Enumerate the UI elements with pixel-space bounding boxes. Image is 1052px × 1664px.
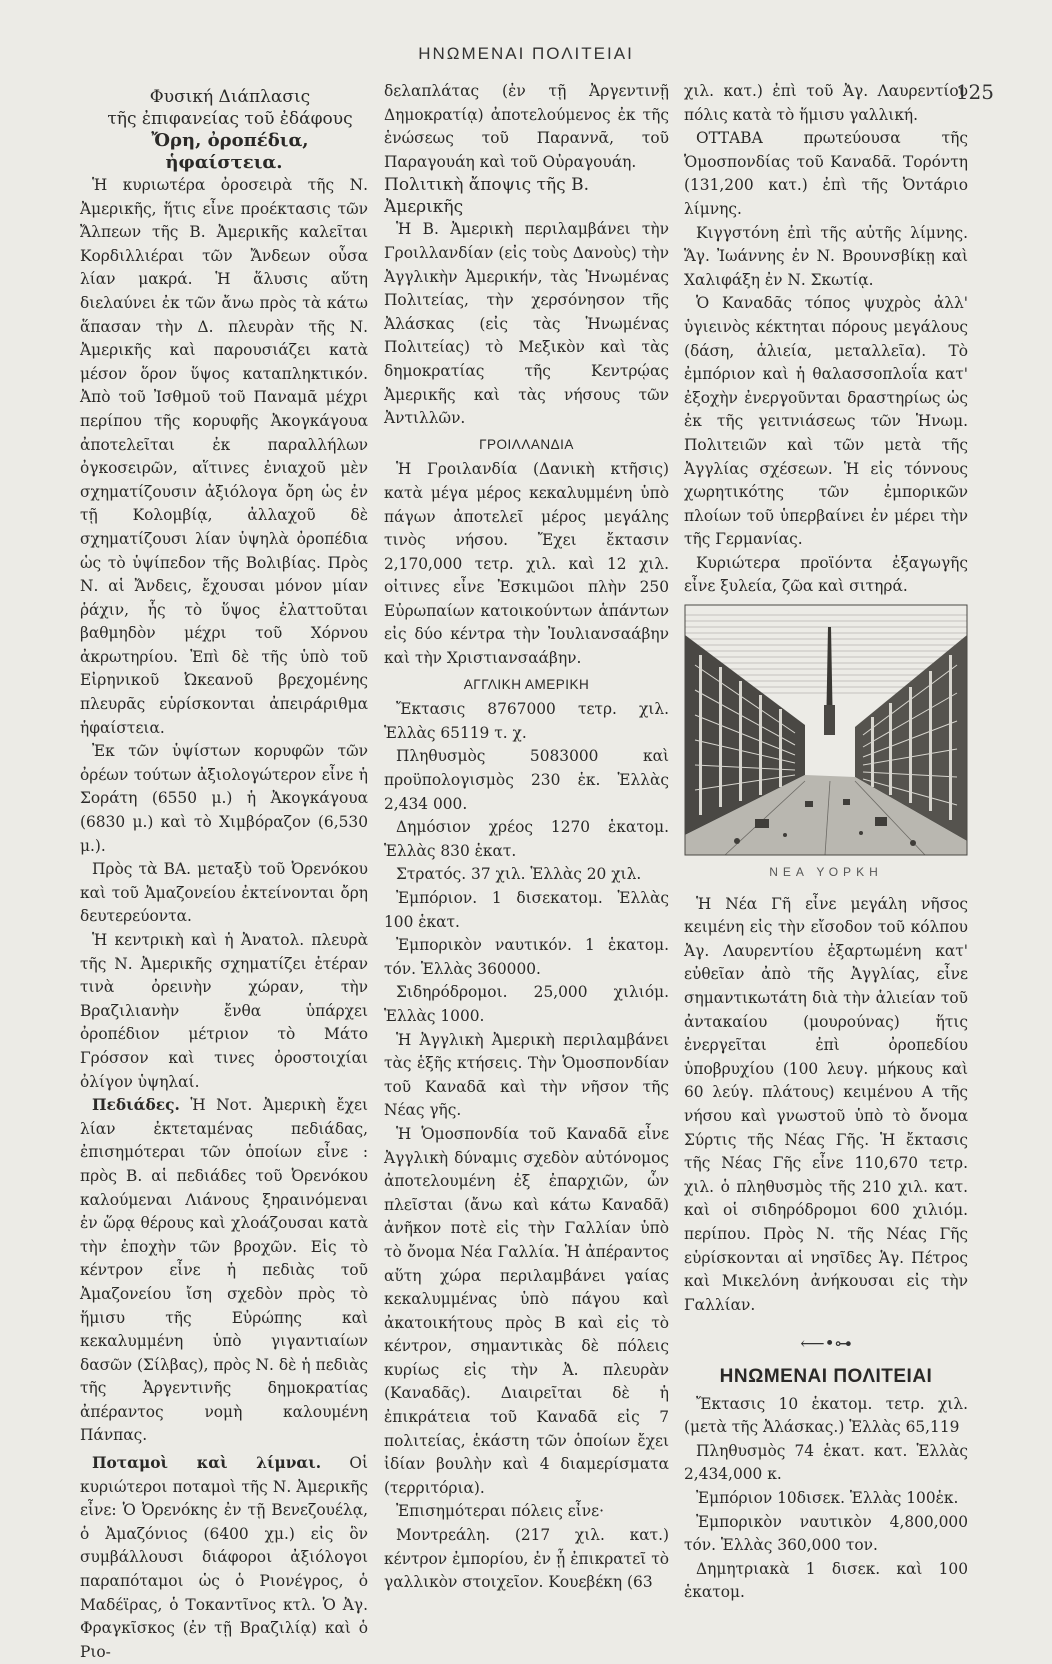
new-york-engraving	[685, 605, 967, 855]
page-number: 125	[955, 80, 994, 104]
possessions-paragraph: Ἡ Ἀγγλικὴ Ἀμερικὴ περιλαμβάνει τὰς ἑξῆς κτήσεις. Τὴν Ὁμοσπονδίαν τοῦ Καναδᾶ καὶ τὴν νῆσον τῆς Νέας γῆς.	[384, 1030, 669, 1120]
column-2	[384, 80, 669, 1592]
east-paragraph: Ἡ κεντρικὴ καὶ ἡ Ἀνατολ. πλευρὰ τῆς Ν. Ἀμερικῆς σχηματίζει ἑτέραν τινὰ ὀρεινὴν χώραν, τὴν Βραζιλιανὴν ἔνθα ὑπάρχει ὀροπέδιον μέτριον τὸ Μάτο Γρόσσον καὶ τινες ὀροστοιχίαι ὀλίγον ὑψηλαί.	[80, 931, 368, 1091]
us-trade: Ἐμπόριον 10δισεκ. Ἑλλὰς 100ἑκ.	[696, 1488, 959, 1507]
ornament-divider: ⟵•⊶	[800, 1334, 852, 1355]
plains-heading: Πεδιάδες.	[92, 1096, 180, 1115]
image-caption: ΝΕΑ ΥΟΡΚΗ	[769, 865, 883, 880]
stats-army: Στρατός. 37 χιλ. Ἑλλὰς 20 χιλ.	[396, 865, 642, 884]
us-fleet: Ἐμπορικὸν ναυτικὸν 4,800,000 τόν. Ἑλλὰς 360,000 τον.	[684, 1512, 968, 1555]
us-population: Πληθυσμὸς 74 ἑκατ. κατ. Ἑλλὰς 2,434,000 κ.	[684, 1441, 968, 1484]
column-3	[684, 80, 968, 1602]
section-title-line2: τῆς ἐπιφανείας τοῦ ἐδάφους	[107, 109, 353, 129]
greenland-paragraph: Ἡ Γροιλανδία (Δανικὴ κτῆσις) κατὰ μέγα μέρος κεκαλυμμένη ὑπὸ πάγων ἀποτελεῖ μέρος μεγάλης τινὸς νήσου. Ἔχει ἔκτασιν 2,170,000 τετρ. χιλ. καὶ 12 χιλ. οἰτινες εἶνε Ἐσκιμῶοι πλὴν 250 Εὐρωπαίων κατοικούντων ἁπάντων εἰς δύο κέντρα τὴν Ἰουλιανσαάβην καὶ τὴν Χριστιανσαάβην.	[384, 460, 669, 668]
stats-railways: Σιδηρόδρομοι. 25,000 χιλιόμ. Ἑλλὰς 1000.	[384, 983, 669, 1025]
rivers-paragraph	[80, 1452, 368, 1664]
plains-paragraph	[80, 1094, 368, 1448]
rivers-heading: Ποταμοὶ καὶ λίμναι.	[92, 1454, 322, 1473]
stats-population: Πληθυσμὸς 5083000 καὶ προϋπολογισμὸς 230 ἑκ. Ἑλλὰς 2,434 000.	[384, 747, 669, 813]
ottawa-paragraph: ΟΤΤΑΒΑ πρωτεύουσα τῆς Ὁμοσπονδίας τοῦ Καναδᾶ. Τορόντη (131,200 κατ.) ἐπὶ τῆς Ὀντάριο λίμνης.	[684, 129, 968, 218]
column-1	[80, 80, 368, 1661]
continued-paragraph: δελαπλάτας (ἐν τῇ Ἀργεντινῇ Δημοκρατίᾳ) ἀποτελούμενος ἐκ τῆς ἑνώσεως τοῦ Παραννᾶ, τοῦ Παραγουάη καὶ τοῦ Οὐραγουάη.	[384, 82, 669, 171]
united-states-heading: ΗΝΩΜΕΝΑΙ ΠΟΛΙΤΕΙΑΙ	[719, 1365, 933, 1387]
kingston-paragraph: Κιγγστόνη ἐπὶ τῆς αὐτῆς λίμνης. Ἅγ. Ἰωάννης ἐν Ν. Βρουνσβίκῃ καὶ Χαλιφάξη ἐν Ν. Σκωτίᾳ.	[684, 223, 968, 289]
continued-paragraph-3: χιλ. κατ.) ἐπὶ τοῦ Ἀγ. Λαυρεντίου πόλις κατὰ τὸ ἥμισυ γαλλική.	[684, 82, 968, 124]
political-heading: Πολιτικὴ ἄποψις τῆς Β. Ἀμερικῆς	[384, 175, 590, 218]
us-area: Ἔκτασις 10 ἑκατομ. τετρ. χιλ. (μετὰ τῆς Ἀλάσκας.) Ἑλλὰς 65,119	[684, 1394, 968, 1437]
mountains-heading: Ὄρη, ὀροπέδια, ἡφαίστεια.	[151, 130, 309, 173]
us-grain: Δημητριακὰ 1 δισεκ. καὶ 100 ἑκατομ.	[684, 1559, 968, 1602]
cities-intro: Ἐπισημότεραι πόλεις εἶνε·	[396, 1502, 605, 1521]
stats-area: Ἔκτασις 8767000 τετρ. χιλ. Ἑλλὰς 65119 τ. χ.	[384, 700, 669, 742]
newfoundland-paragraph: Ἡ Νέα Γῆ εἶνε μεγάλη νῆσος κειμένη εἰς τὴν εἴσοδον τοῦ κόλπου Ἀγ. Λαυρεντίου ἐξαρτωμένη κατ' εὐθεῖαν ἀπὸ τῆς Ἀγγλίας, εἶνε σημαντικωτάτη διὰ τὴν ἁλιείαν τοῦ ἀντακαίου (μουρούνας) ἥτις ἐνεργεῖται ἐπὶ ὀροπεδίου ὑποβρυχίου (100 λευγ. μήκους καὶ 60 λεύγ. πλάτους) κειμένου Α τῆς νήσου καὶ γνωστοῦ ὑπὸ τὸ ὄνομα Σύρτις τῆς Νέας Γῆς. Ἡ ἔκτασις τῆς Νέας Γῆς εἶνε 110,670 τετρ. χιλ. ὁ πληθυσμὸς τῆς 210 χιλ. κατ. καὶ οἱ σιδηρόδρομοι 600 χιλιόμ. περίπου. Πρὸς Ν. τῆς Νέας Γῆς εὑρίσκονται αἱ νησῖδες Ἁγ. Πέτρος καὶ Μικελόνη ἀνήκουσαι εἰς τὴν Γαλλίαν.	[684, 894, 968, 1314]
stats-fleet: Ἐμπορικὸν ναυτικόν. 1 ἑκατομ. τόν. Ἑλλὰς 360000.	[384, 936, 669, 978]
stats-trade: Ἐμπόριον. 1 δισεκατομ. Ἑλλὰς 100 ἑκατ.	[384, 889, 669, 931]
mountains-paragraph: Ἡ κυριωτέρα ὀροσειρὰ τῆς Ν. Ἀμερικῆς, ἥτις εἶνε προέκτασις τῶν Ἄλπεων τῆς Β. Ἀμερικῆς καλεῖται Κορδιλλιέραι τῶν Ἄνδεων οὖσα λίαν μακρά. Ἡ ἅλυσις αὕτη διελαύνει ἐκ τῶν ἄνω πρὸς τὰ κάτω ἅπασαν τὴν Δ. πλευρὰν τῆς Ν. Ἀμερικῆς καὶ παρουσιάζει κατὰ μέσον ὅρον ὕψος καταπληκτικόν. Ἀπὸ τοῦ Ἰσθμοῦ τοῦ Παναμᾶ μέχρι περίπου τῆς κορυφῆς Ἀκογκάγουα ἀποτελεῖται ἐκ παραλλήλων ὀγκοσειρῶν, αἵτινες ἐνιαχοῦ μὲν σχηματίζουσιν ἀξιόλογα ὄρη ὡς ἐν τῇ Κολομβίᾳ, ἀλλαχοῦ δὲ σχηματίζουσι λίαν ὑψηλὰ ὀροπέδια ὡς τὸ ὑψίπεδον τῆς Βολιβίας. Πρὸς Ν. αἱ Ἄνδεις, ἔχουσαι μόνον μίαν ῥάχιν, ἧς τὸ ὕψος ἐλαττοῦται βαθμηδὸν μέχρι τοῦ Χόρνου ἀκρωτηρίου. Ἐπὶ δὲ τῆς ὑπὸ τοῦ Εἰρηνικοῦ Ὠκεανοῦ βρεχομένης πλευρᾶς εὑρίσκονται ἀπειράριθμα ἡφαίστεια.	[80, 176, 368, 737]
plains-text: Ἡ Νοτ. Ἀμερικὴ ἔχει λίαν ἐκτεταμένας πεδιάδας, ἐπισημότεραι τῶν ὁποίων εἶνε : πρὸς Β. αἱ πεδιάδες τοῦ Ὀρενόκου καλούμεναι Λιάνους ξηραινόμεναι ἐν ὥρᾳ θέρους καὶ χλοάζουσαι κατὰ τὴν ἐποχὴν τῶν βροχῶν. Εἰς τὸ κέντρον εἶνε ἡ πεδιὰς τοῦ Ἀμαζονείου ἴση σχεδὸν πρὸς τὸ ἥμισυ τῆς Εὐρώπης καὶ κεκαλυμμένη ὑπὸ γιγαντιαίων δασῶν (Σίλβας), πρὸς Ν. δὲ ἡ πεδιὰς τῆς Ἀργεντινῆς δημοκρατίας ἀπέραντος νομὴ καλουμένη Πάνπας.	[80, 1096, 368, 1445]
stats-debt: Δημόσιον χρέος 1270 ἑκατομ. Ἑλλὰς 830 ἑκατ.	[384, 818, 669, 860]
section-title-line1: Φυσική Διάπλασις	[149, 87, 311, 107]
products-paragraph: Κυριώτερα προϊόντα ἐξαγωγῆς εἶνε ξυλεία, ζῶα καὶ σιτηρά.	[684, 553, 968, 596]
english-america-title: ΑΓΓΛΙΚΗ ΑΜΕΡΙΚΗ	[463, 676, 590, 692]
northeast-paragraph: Πρὸς τὰ ΒΑ. μεταξὺ τοῦ Ὀρενόκου καὶ τοῦ Ἀμαζονείου ἐκτείνονται ὄρη δευτερεύοντα.	[80, 860, 368, 926]
running-title: ΗΝΩΜΕΝΑΙ ΠΟΛΙΤΕΙΑΙ	[418, 44, 634, 63]
rivers-text: Οἱ κυριώτεροι ποταμοὶ τῆς Ν. Ἀμερικῆς εἶνε: Ὁ Ὀρενόκης ἐν τῇ Βενεζουέλᾳ, ὁ Ἀμαζόνιος (6400 χμ.) εἰς ὃν συμβάλλουσι διάφοροι ἀξιόλογοι παραπόταμοι ὡς ὁ Ριονέγρος, ὁ Μαδέϊρας, ὁ Τοκαντῖνος κτλ. Ὁ Ἀγ. Φραγκῖσκος (ἐν τῇ Βραζιλίᾳ) καὶ ὁ Ριο-	[80, 1454, 368, 1661]
greenland-title: ΓΡΟΙΛΛΑΝΔΙΑ	[479, 436, 574, 452]
canada-paragraph: Ἡ Ὁμοσπονδία τοῦ Καναδᾶ εἶνε Ἀγγλικὴ δύναμις σχεδὸν αὐτόνομος ἀποτελουμένη ἐξ ἐπαρχιῶν, ὧν πλεῖσται (ἄνω καὶ κάτω Καναδᾶ) ἀνῆκον ποτὲ εἰς τὴν Γαλλίαν ὑπὸ τὸ ὄνομα Νέα Γαλλία. Ἡ ἀπέραντος αὕτη χώρα περιλαμβάνει γαίας κεκαλυμμένας ὑπὸ πάγου καὶ ἀκατοικήτους πρὸς Β καὶ εἰς τὸ κέντρον, σημαντικὰς δὲ πόλεις κυρίως εἰς τὴν Ἀ. πλευρὰν (Καναδᾶς). Διαιρεῖται δὲ ἡ ἐπικράτεια τοῦ Καναδᾶ εἰς 7 πολιτείας, ἑκάστη τῶν ὁποίων ἔχει ἰδίαν βουλὴν καὶ 4 διαμερίσματα (τερριτόρια).	[384, 1124, 669, 1497]
montreal-paragraph: Μοντρεάλη. (217 χιλ. κατ.) κέντρον ἐμπορίου, ἐν ᾗ ἐπικρατεῖ τὸ γαλλικὸν στοιχεῖον. Κουεβέκη (63	[384, 1526, 669, 1592]
political-paragraph: Ἡ Β. Ἀμερικὴ περιλαμβάνει τὴν Γροιλλανδίαν (εἰς τοὺς Δανοὺς) τὴν Ἀγγλικὴν Ἀμερικήν, τὰς Ἡνωμένας Πολιτείας, τὴν χερσόνησον τῆς Ἀλάσκας (εἰς τὰς Ἡνωμένας Πολιτείας) τὸ Μεξικὸν καὶ τὰς δημοκρατίας τῆς Κεντρῴας Ἀμερικῆς καὶ τὰς νήσους τῶν Ἀντιλλῶν.	[384, 220, 669, 428]
peaks-paragraph: Ἐκ τῶν ὑψίστων κορυφῶν τῶν ὀρέων τούτων ἀξιολογώτερον εἶνε ἡ Σοράτη (6550 μ.) ἡ Ἀκογκάγουα (6830 μ.) καὶ τὸ Χιμβόραζον (6,530 μ.).	[80, 742, 368, 855]
climate-paragraph: Ὁ Καναδᾶς τόπος ψυχρὸς ἀλλ' ὑγιεινὸς κέκτηται πόρους μεγάλους (δάση, ἁλιεία, μεταλλεῖα). Τὸ ἐμπόριον καὶ ἡ θαλασσοπλοΐα κατ' ἐξοχὴν ἐνεργοῦνται δραστηρίως ὡς ἐκ τῆς γειτνιάσεως τῶν Ἡνωμ. Πολιτειῶν καὶ τῶν μετὰ τῆς Ἀγγλίας σχέσεων. Ἡ εἰς τόννους χωρητικότης τῶν ἐμπορικῶν πλοίων τοῦ ὑπερβαίνει ἐν μέρει τὴν τῆς Γερμανίας.	[684, 294, 968, 549]
